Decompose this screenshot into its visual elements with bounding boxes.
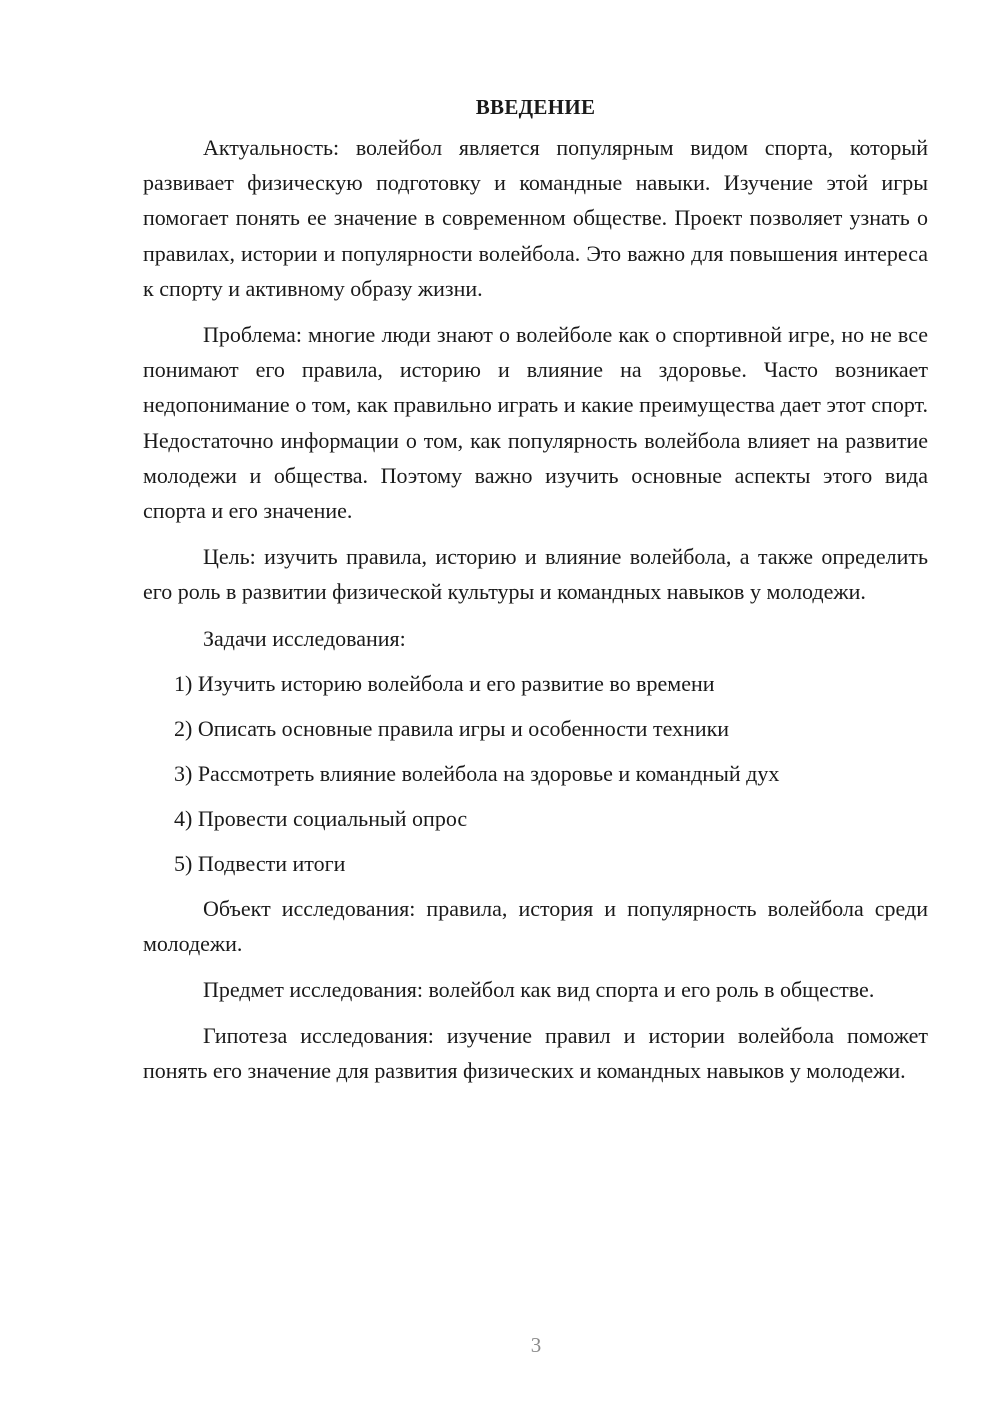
tasks-list [143,666,928,881]
page-number: 3 [530,1333,542,1357]
subject-paragraph: Предмет исследования: волейбол как вид спорта и его роль в обществе. [203,977,875,1003]
document-page [143,90,928,1100]
object-paragraph: Объект исследования: правила, история и популярность волейбола среди молодежи. [143,895,928,956]
task-item-1: 1) Изучить историю волейбола и его развитие во времени [174,670,715,696]
task-item-3: 3) Рассмотреть влияние волейбола на здоровье и командный дух [174,760,780,786]
section-title: ВВЕДЕНИЕ [475,95,596,119]
problem-paragraph: Проблема: многие люди знают о волейболе как о спортивной игре, но не все понимают его правила, историю и влияние на здоровье. Часто возникает недопонимание о том, как правильно играть и какие преимущества дает этот спорт. Недостаточно информации о том, как популярность волейбола влияет на развитие молодежи и общества. Поэтому важно изучить основные аспекты этого вида спорта и его значение. [143,322,928,524]
task-item-5: 5) Подвести итоги [174,850,346,876]
hypothesis-paragraph: Гипотеза исследования: изучение правил и истории волейбола поможет понять его значение для развития физических и командных навыков у молодежи. [143,1023,928,1084]
task-item-2: 2) Описать основные правила игры и особенности техники [174,715,730,741]
relevance-paragraph: Актуальность: волейбол является популярным видом спорта, который развивает физическую подготовку и командные навыки. Изучение этой игры помогает понять ее значение в современном обществе. Проект позволяет узнать о правилах, истории и популярности волейбола. Это важно для повышения интереса к спорту и активному образу жизни. [143,135,928,301]
tasks-heading: Задачи исследования: [203,625,406,651]
goal-paragraph: Цель: изучить правила, историю и влияние волейбола, а также определить его роль в развитии физической культуры и командных навыков у молодежи. [143,544,928,605]
task-item-4: 4) Провести социальный опрос [174,805,468,831]
